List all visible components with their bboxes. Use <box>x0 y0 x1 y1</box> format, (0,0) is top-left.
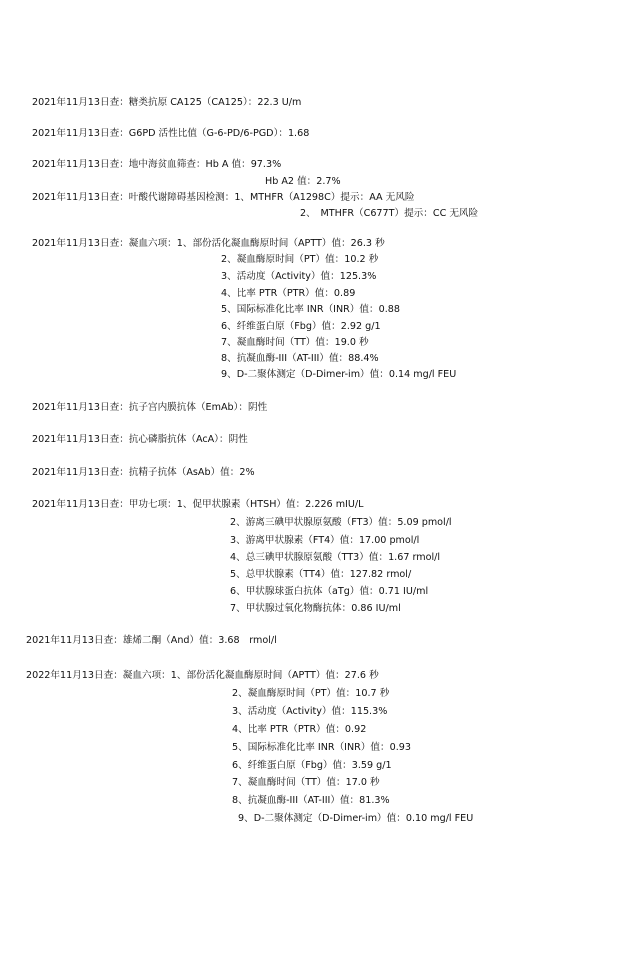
record-androstenedione: 2021年11月13日查：雄烯二酮（And）值：3.68 rmol/l <box>26 635 277 646</box>
coag-2021-item-7: 7、凝血酶时间（TT）值：19.0 秒 <box>221 337 369 348</box>
record-coag-2022: 2022年11月13日查：凝血六项：1、部份活化凝血酶原时间（APTT）值：27.6 秒 <box>26 670 379 681</box>
coag-2022-item-2: 2、凝血酶原时间（PT）值：10.7 秒 <box>232 688 390 699</box>
thyroid-item-5: 5、总甲状腺素（TT4）值：127.82 rmol/ <box>230 569 412 580</box>
coag-2022-item-7: 7、凝血酶时间（TT）值：17.0 秒 <box>232 777 380 788</box>
record-asab: 2021年11月13日查：抗精子抗体（AsAb）值：2% <box>32 467 255 478</box>
coag-2021-item-2: 2、凝血酶原时间（PT）值：10.2 秒 <box>221 254 379 265</box>
record-thyroid: 2021年11月13日查：甲功七项：1、促甲状腺素（HTSH）值：2.226 mIU/L <box>32 499 364 510</box>
record-ca125: 2021年11月13日查：糖类抗原 CA125（CA125）：22.3 U/m <box>32 97 302 108</box>
thyroid-item-6: 6、甲状腺球蛋白抗体（aTg）值：0.71 IU/ml <box>230 586 429 597</box>
thyroid-item-4: 4、总三碘甲状腺原氨酸（TT3）值：1.67 rmol/l <box>230 552 441 563</box>
coag-2022-item-9: 9、D-二聚体测定（D-Dimer-im）值：0.10 mg/l FEU <box>238 813 474 824</box>
coag-2021-item-4: 4、比率 PTR（PTR）值：0.89 <box>221 288 356 299</box>
coag-2022-item-3: 3、活动度（Activity）值：115.3% <box>232 706 388 717</box>
coag-2022-item-8: 8、抗凝血酶-III（AT-III）值：81.3% <box>232 795 390 806</box>
record-aca: 2021年11月13日查：抗心磷脂抗体（AcA）：阴性 <box>32 434 248 445</box>
coag-2022-item-6: 6、纤维蛋白原（Fbg）值：3.59 g/1 <box>232 760 392 771</box>
coag-2021-item-5: 5、国际标准化比率 INR（INR）值：0.88 <box>221 304 400 315</box>
record-emab: 2021年11月13日查：抗子宫内膜抗体（EmAb）：阴性 <box>32 402 268 413</box>
thyroid-item-2: 2、游离三碘甲状腺原氨酸（FT3）值：5.09 pmol/l <box>230 517 452 528</box>
coag-2021-item-6: 6、纤维蛋白原（Fbg）值：2.92 g/1 <box>221 321 381 332</box>
coag-2021-item-3: 3、活动度（Activity）值：125.3% <box>221 271 377 282</box>
record-coag-2021: 2021年11月13日查：凝血六项：1、部份活化凝血酶原时间（APTT）值：26.3 秒 <box>32 238 385 249</box>
thyroid-item-3: 3、游离甲状腺素（FT4）值：17.00 pmol/l <box>230 535 420 546</box>
coag-2021-item-9: 9、D-二聚体测定（D-Dimer-im）值：0.14 mg/l FEU <box>221 369 457 380</box>
record-folate-gene: 2021年11月13日查：叶酸代谢障碍基因检测：1、MTHFR（A1298C）提示：AA 无风险 <box>32 192 415 203</box>
record-folate-gene-item-2: 2、 MTHFR（C677T）提示：CC 无风险 <box>300 208 479 219</box>
thyroid-item-7: 7、甲状腺过氧化物酶抗体：0.86 IU/ml <box>230 603 401 614</box>
coag-2022-item-4: 4、比率 PTR（PTR）值：0.92 <box>232 724 367 735</box>
record-g6pd: 2021年11月13日查：G6PD 活性比值（G-6-PD/6-PGD）：1.68 <box>32 128 310 139</box>
record-thalassemia: 2021年11月13日查：地中海贫血筛查：Hb A 值：97.3% <box>32 159 282 170</box>
coag-2021-item-8: 8、抗凝血酶-III（AT-III）值：88.4% <box>221 353 379 364</box>
record-thalassemia-hba2: Hb A2 值：2.7% <box>265 176 341 187</box>
coag-2022-item-5: 5、国际标准化比率 INR（INR）值：0.93 <box>232 742 411 753</box>
